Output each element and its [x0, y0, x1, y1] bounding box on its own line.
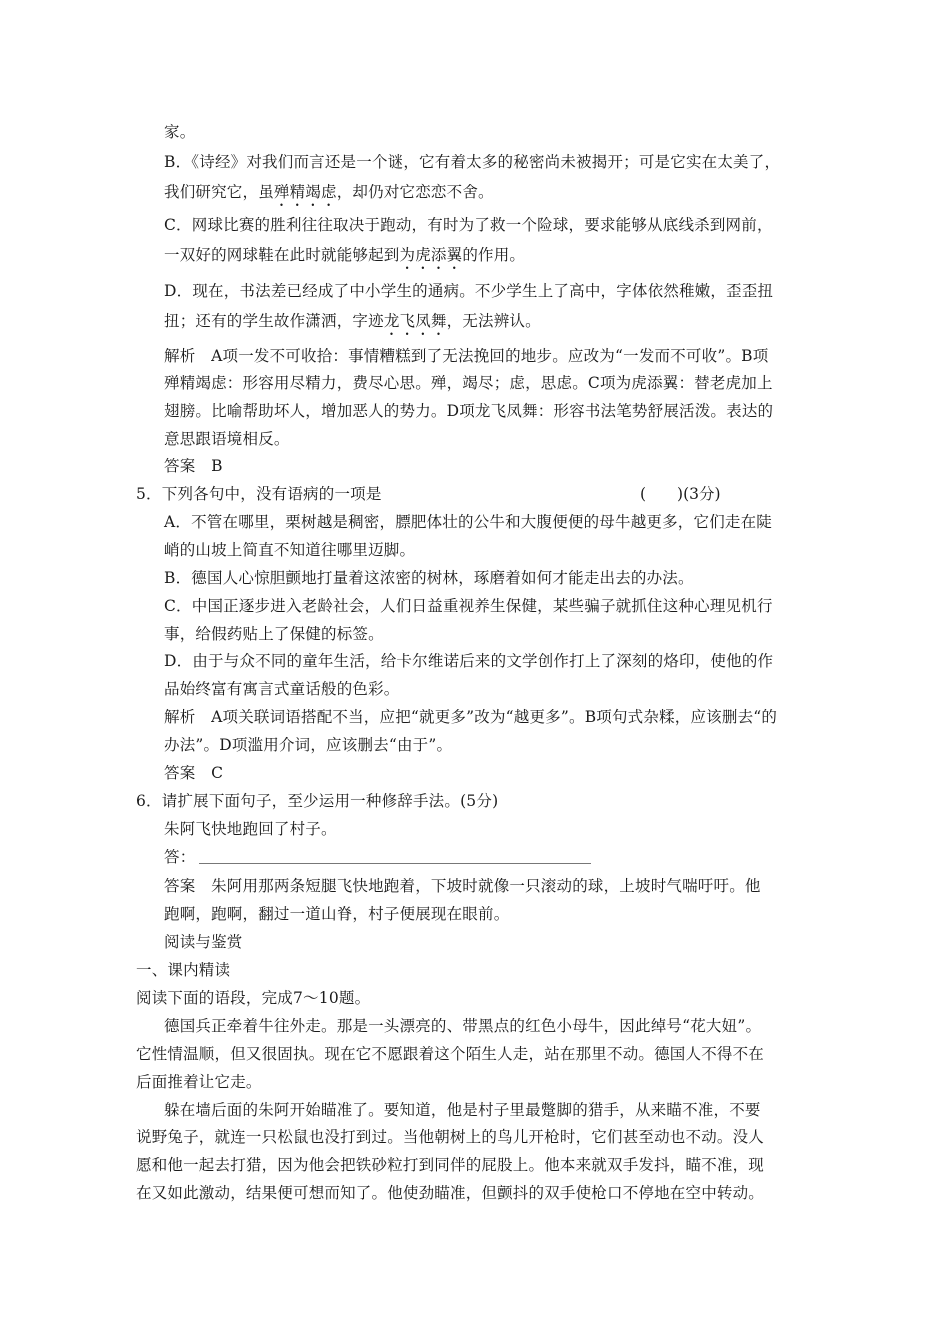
option-c-line: C．网球比赛的胜利往往取决于跑动，有时为了救一个险球，要求能够从底线杀到网前，	[164, 216, 773, 234]
question-6-title: 6．请扩展下面句子，至少运用一种修辞手法。(5分)	[136, 792, 499, 810]
reading-instruction: 阅读下面的语段，完成7～10题。	[136, 989, 371, 1007]
question-5-title: 5．下列各句中，没有语病的一项是	[136, 485, 382, 503]
analysis-line: 意思跟语境相反。	[164, 430, 290, 448]
passage-line: 在又如此激动，结果便可想而知了。他使劲瞄准，但颤抖的双手使枪口不停地在空中转动。	[136, 1184, 765, 1202]
emphasized-idiom: 龙飞凤舞	[383, 312, 447, 330]
answer-line: 答案 C	[164, 764, 224, 782]
option-a-line: A．不管在哪里，栗树越是稠密，膘肥体壮的公牛和大腹便便的母牛越更多，它们走在陡	[164, 513, 772, 531]
section-heading: 阅读与鉴赏	[164, 933, 243, 951]
text-line: 家。	[164, 123, 196, 141]
option-d-line: D．由于与众不同的童年生活，给卡尔维诺后来的文学创作打上了深刻的烙印，使他的作	[164, 652, 774, 670]
passage-line: 后面推着让它走。	[136, 1073, 262, 1091]
analysis-line: 殚精竭虑：形容用尽精力，费尽心思。殚，竭尽；虑，思虑。C项为虎添翼：替老虎加上	[164, 374, 773, 392]
option-d-line: 品始终富有寓言式童话般的色彩。	[164, 680, 400, 698]
passage-line: 德国兵正牵着牛往外走。那是一头漂亮的、带黑点的红色小母牛，因此绰号“花大妞”。	[164, 1017, 762, 1035]
prompt-sentence: 朱阿飞快地跑回了村子。	[164, 820, 337, 838]
option-b-line: B．德国人心惊胆颤地打量着这浓密的树林，琢磨着如何才能走出去的办法。	[164, 569, 694, 587]
option-d-line: D．现在，书法差已经成了中小学生的通病。不少学生上了高中，字体依然稚嫩，歪歪扭	[164, 282, 774, 300]
analysis-line: 翅膀。比喻帮助坏人，增加恶人的势力。D项龙飞凤舞：形容书法笔势舒展活泼。表达的	[164, 402, 774, 420]
option-c-line: 事，给假药贴上了保健的标签。	[164, 625, 384, 643]
option-c-line: C．中国正逐步进入老龄社会，人们日益重视养生保健，某些骗子就抓住这种心理见机行	[164, 597, 773, 615]
passage-line: 说野兔子，就连一只松鼠也没打到过。当他朝树上的鸟儿开枪时，它们甚至动也不动。没人	[136, 1128, 765, 1146]
answer-line: 跑啊，跑啊，翻过一道山脊，村子便展现在眼前。	[164, 905, 510, 923]
option-b-line: 我们研究它，虽殚精竭虑，却仍对它恋恋不舍。	[164, 183, 494, 201]
passage-line: 躲在墙后面的朱阿开始瞄准了。要知道，他是村子里最蹩脚的猎手，从来瞄不准，不要	[164, 1101, 761, 1119]
answer-line: 答案 朱阿用那两条短腿飞快地跑着，下坡时就像一只滚动的球，上坡时气喘吁吁。他	[164, 877, 761, 895]
answer-line: 答案 B	[164, 457, 223, 475]
emphasized-idiom: 殚精竭虑	[273, 183, 337, 201]
passage-line: 它性情温顺，但又很固执。现在它不愿跟着这个陌生人走，站在那里不动。德国人不得不在	[136, 1045, 765, 1063]
analysis-line: 办法”。D项滥用介词，应该删去“由于”。	[164, 736, 453, 754]
answer-blank	[199, 862, 591, 864]
question-5-score: ( )(3分)	[640, 485, 721, 503]
analysis-line: 解析 A项关联词语搭配不当，应把“就更多”改为“越更多”。B项句式杂糅，应该删去“的	[164, 708, 778, 726]
option-b-line: B．《诗经》对我们而言还是一个谜，它有着太多的秘密尚未被揭开；可是它实在太美了，	[164, 153, 781, 171]
option-a-line: 峭的山坡上简直不知道往哪里迈脚。	[164, 541, 416, 559]
option-c-line: 一双好的网球鞋在此时就能够起到为虎添翼的作用。	[164, 246, 526, 264]
analysis-line: 解析 A项一发不可收拾：事情糟糕到了无法挽回的地步。应改为“一发而不可收”。B项	[164, 347, 769, 365]
passage-line: 愿和他一起去打猎，因为他会把铁砂粒打到同伴的屁股上。他本来就双手发抖，瞄不准，现	[136, 1156, 765, 1174]
answer-blank-line: 答：	[164, 847, 591, 867]
emphasized-idiom: 为虎添翼	[399, 246, 463, 264]
option-d-line: 扭；还有的学生故作潇洒，字迹龙飞凤舞，无法辨认。	[164, 312, 541, 330]
section-heading: 一、课内精读	[136, 961, 231, 979]
